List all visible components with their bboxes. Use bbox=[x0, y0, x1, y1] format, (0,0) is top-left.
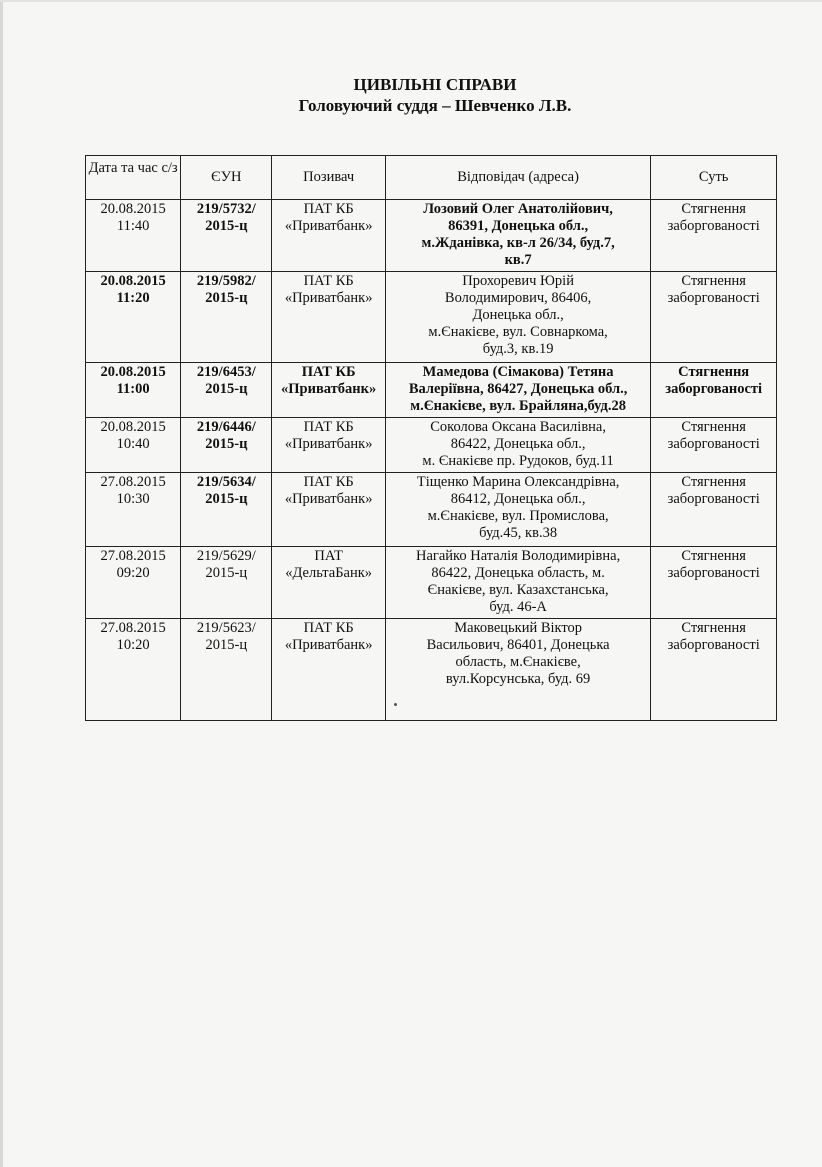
case-number-part: 2015-ц bbox=[205, 290, 248, 306]
essence-line: Стягнення bbox=[681, 273, 746, 289]
essence-line: заборгованості bbox=[667, 218, 760, 234]
case-number-cell bbox=[181, 200, 272, 272]
defendant-line: Тіщенко Марина Олександрівна, bbox=[416, 474, 620, 490]
time-value: 10:30 bbox=[116, 491, 150, 507]
case-number-part: 2015-ц bbox=[205, 637, 248, 653]
essence-line: Стягнення bbox=[681, 419, 746, 435]
case-number-part: 219/5982/ bbox=[196, 273, 256, 289]
defendant-cell bbox=[385, 418, 650, 473]
plaintiff-line: «Приватбанк» bbox=[284, 491, 373, 507]
essence-line: Стягнення bbox=[681, 474, 746, 490]
date-cell bbox=[86, 547, 181, 619]
case-number-part: 219/6453/ bbox=[196, 364, 256, 380]
time-value: 09:20 bbox=[116, 565, 150, 581]
case-number-cell bbox=[181, 547, 272, 619]
essence-line: Стягнення bbox=[681, 548, 746, 564]
defendant-line: м.Єнакієве, вул. Совнаркома, bbox=[428, 324, 608, 340]
plaintiff-line: ПАТ КБ bbox=[301, 364, 356, 380]
time-value: 10:20 bbox=[116, 637, 150, 653]
case-number-cell bbox=[181, 363, 272, 418]
defendant-line: Єнакієве, вул. Казахстанська, bbox=[427, 582, 609, 598]
essence-cell bbox=[651, 619, 777, 721]
date-cell bbox=[86, 200, 181, 272]
plaintiff-line: «Приватбанк» bbox=[284, 637, 373, 653]
header-essence: Суть bbox=[651, 156, 777, 200]
essence-cell bbox=[651, 547, 777, 619]
cases-table-header bbox=[86, 156, 777, 200]
essence-cell bbox=[651, 418, 777, 473]
case-number-part: 2015-ц bbox=[205, 436, 248, 452]
defendant-line: Соколова Оксана Василівна, bbox=[430, 419, 606, 435]
plaintiff-cell bbox=[272, 473, 385, 547]
date-cell bbox=[86, 473, 181, 547]
case-number-part: 219/5634/ bbox=[196, 474, 256, 490]
date-cell bbox=[86, 418, 181, 473]
essence-cell bbox=[651, 363, 777, 418]
table-row bbox=[86, 547, 777, 619]
case-number-part: 2015-ц bbox=[205, 381, 248, 397]
plaintiff-cell bbox=[272, 547, 385, 619]
essence-cell bbox=[651, 473, 777, 547]
scan-speck bbox=[394, 703, 397, 706]
header-case-number: ЄУН bbox=[181, 156, 272, 200]
case-number-part: 2015-ц bbox=[205, 491, 248, 507]
plaintiff-line: «Приватбанк» bbox=[284, 218, 373, 234]
plaintiff-line: «Приватбанк» bbox=[281, 381, 377, 397]
defendant-cell bbox=[385, 547, 650, 619]
defendant-line: Васильович, 86401, Донецька bbox=[426, 637, 610, 653]
defendant-line: м. Єнакієве пр. Рудоков, буд.11 bbox=[422, 453, 614, 469]
defendant-line: Мамедова (Сімакова) Тетяна bbox=[422, 364, 614, 380]
header-defendant: Відповідач (адреса) bbox=[385, 156, 650, 200]
plaintiff-line: ПАТ КБ bbox=[303, 620, 354, 636]
essence-cell bbox=[651, 272, 777, 363]
essence-cell bbox=[651, 200, 777, 272]
plaintiff-cell bbox=[272, 363, 385, 418]
date-value: 27.08.2015 bbox=[100, 620, 166, 636]
date-value: 20.08.2015 bbox=[100, 201, 166, 217]
scan-edge-top bbox=[0, 0, 822, 2]
case-number-cell bbox=[181, 272, 272, 363]
plaintiff-line: ПАТ КБ bbox=[303, 474, 354, 490]
plaintiff-cell bbox=[272, 272, 385, 363]
table-row bbox=[86, 200, 777, 272]
case-number-cell bbox=[181, 418, 272, 473]
defendant-cell bbox=[385, 363, 650, 418]
header-plaintiff: Позивач bbox=[272, 156, 385, 200]
defendant-line: Нагайко Наталія Володимирівна, bbox=[416, 548, 621, 564]
defendant-cell bbox=[385, 473, 650, 547]
defendant-line: м.Єнакієве, вул. Брайляна,буд.28 bbox=[410, 398, 626, 414]
table-row bbox=[86, 619, 777, 721]
date-cell bbox=[86, 619, 181, 721]
essence-line: заборгованості bbox=[665, 381, 763, 397]
case-number-part: 2015-ц bbox=[205, 218, 248, 234]
defendant-cell bbox=[385, 619, 650, 721]
defendant-line: Лозовий Олег Анатолійович, bbox=[423, 201, 613, 217]
defendant-cell bbox=[385, 272, 650, 363]
case-number-cell bbox=[181, 619, 272, 721]
time-value: 11:00 bbox=[116, 381, 150, 397]
case-number-part: 219/5732/ bbox=[196, 201, 256, 217]
document-subtitle: Головуючий суддя – Шевченко Л.В. bbox=[298, 96, 572, 115]
table-row bbox=[86, 473, 777, 547]
defendant-line: 86391, Донецька обл., bbox=[448, 218, 589, 234]
table-row bbox=[86, 418, 777, 473]
document-header bbox=[0, 74, 822, 116]
date-value: 27.08.2015 bbox=[100, 548, 166, 564]
plaintiff-cell bbox=[272, 619, 385, 721]
plaintiff-line: ПАТ КБ bbox=[303, 273, 354, 289]
plaintiff-cell bbox=[272, 200, 385, 272]
defendant-line: 86412, Донецька обл., bbox=[450, 491, 586, 507]
defendant-line: 86422, Донецька область, м. bbox=[431, 565, 605, 581]
date-value: 20.08.2015 bbox=[100, 364, 166, 380]
plaintiff-line: ПАТ КБ bbox=[303, 419, 354, 435]
case-number-part: 219/5623/ bbox=[196, 620, 256, 636]
essence-line: заборгованості bbox=[667, 637, 760, 653]
defendant-line: Донецька обл., bbox=[472, 307, 564, 323]
defendant-cell bbox=[385, 200, 650, 272]
defendant-line: Маковецький Віктор bbox=[454, 620, 583, 636]
header-date: Дата та час с/з bbox=[86, 156, 181, 200]
defendant-line: Прохоревич Юрій bbox=[462, 273, 574, 289]
time-value: 10:40 bbox=[116, 436, 150, 452]
date-value: 20.08.2015 bbox=[100, 419, 166, 435]
case-number-part: 219/6446/ bbox=[196, 419, 256, 435]
plaintiff-line: «Приватбанк» bbox=[284, 436, 373, 452]
defendant-line: м.Єнакієве, вул. Промислова, bbox=[427, 508, 609, 524]
time-value: 11:20 bbox=[116, 290, 150, 306]
essence-line: заборгованості bbox=[667, 290, 760, 306]
time-value: 11:40 bbox=[116, 218, 150, 234]
cases-table bbox=[85, 155, 777, 721]
case-number-cell bbox=[181, 473, 272, 547]
plaintiff-cell bbox=[272, 418, 385, 473]
essence-line: заборгованості bbox=[667, 491, 760, 507]
date-cell bbox=[86, 272, 181, 363]
date-value: 20.08.2015 bbox=[100, 273, 166, 289]
plaintiff-line: «Приватбанк» bbox=[284, 290, 373, 306]
plaintiff-line: ПАТ bbox=[314, 548, 343, 564]
essence-line: заборгованості bbox=[667, 565, 760, 581]
essence-line: Стягнення bbox=[678, 364, 750, 380]
date-cell bbox=[86, 363, 181, 418]
defendant-line: кв.7 bbox=[504, 252, 532, 268]
defendant-line: 86422, Донецька обл., bbox=[450, 436, 586, 452]
essence-line: заборгованості bbox=[667, 436, 760, 452]
plaintiff-line: «ДельтаБанк» bbox=[285, 565, 373, 581]
defendant-line: буд.45, кв.38 bbox=[479, 525, 558, 541]
document-title: ЦИВІЛЬНІ СПРАВИ bbox=[353, 75, 517, 94]
scan-edge-left bbox=[0, 0, 3, 1167]
plaintiff-line: ПАТ КБ bbox=[303, 201, 354, 217]
date-value: 27.08.2015 bbox=[100, 474, 166, 490]
defendant-line: область, м.Єнакієве, bbox=[455, 654, 581, 670]
essence-line: Стягнення bbox=[681, 201, 746, 217]
table-row bbox=[86, 363, 777, 418]
essence-line: Стягнення bbox=[681, 620, 746, 636]
case-number-part: 219/5629/ bbox=[196, 548, 256, 564]
defendant-line: Валеріївна, 86427, Донецька обл., bbox=[408, 381, 628, 397]
defendant-line: м.Жданівка, кв-л 26/34, буд.7, bbox=[421, 235, 615, 251]
table-row bbox=[86, 272, 777, 363]
defendant-line: Володимирович, 86406, bbox=[444, 290, 592, 306]
defendant-line: вул.Корсунська, буд. 69 bbox=[445, 671, 591, 687]
case-number-part: 2015-ц bbox=[205, 565, 248, 581]
defendant-line: буд. 46-А bbox=[489, 599, 547, 615]
defendant-line: буд.3, кв.19 bbox=[482, 341, 554, 357]
